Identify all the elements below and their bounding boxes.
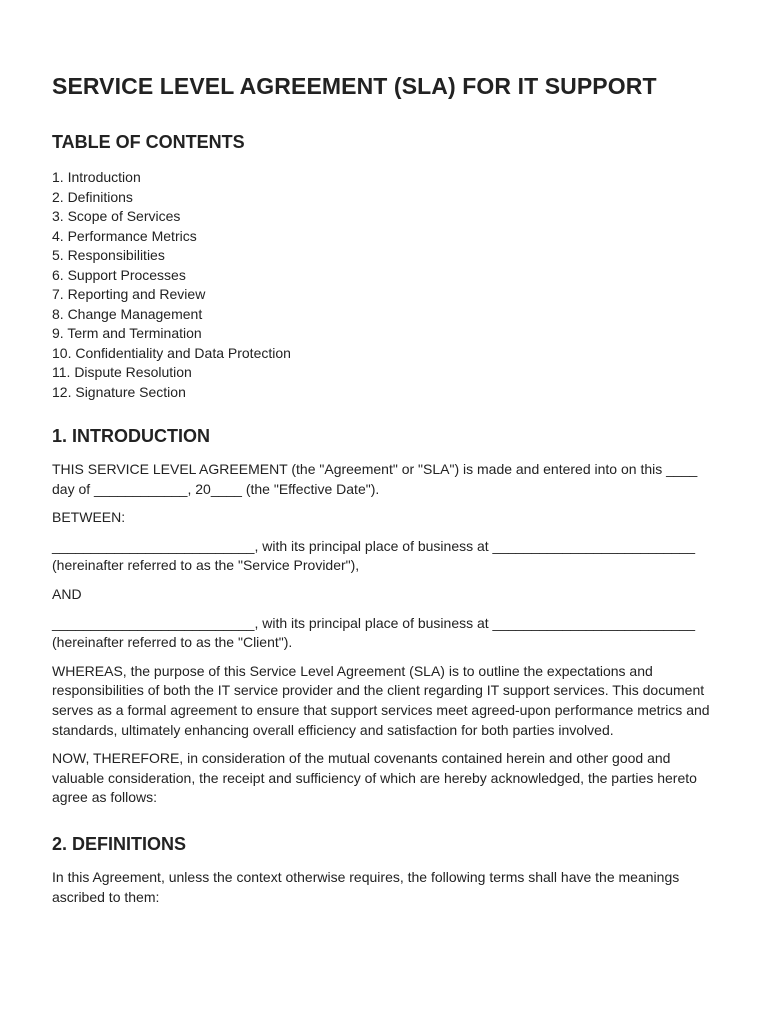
- document-title: SERVICE LEVEL AGREEMENT (SLA) FOR IT SUPPORT: [52, 73, 657, 99]
- toc-item-responsibilities: 5. Responsibilities: [52, 247, 165, 263]
- whereas-paragraph: WHEREAS, the purpose of this Service Level Agreement (SLA) is to outline the expectations and responsibilities of both the IT service provider and the client regarding IT support services. This document serves as a formal agreement to ensure that support services meet agreed-upon performance metrics and standards, ultimately enhancing overall efficiency and satisfaction for both parties involved.: [52, 662, 710, 738]
- toc-item-definitions: 2. Definitions: [52, 188, 133, 205]
- toc-item-confidentiality: 10. Confidentiality and Data Protection: [52, 344, 291, 361]
- toc-item-reporting-and-review: 7. Reporting and Review: [52, 286, 206, 302]
- client-party: __________________________, with its principal place of business at __________________________ (hereinafter referred to as the "Client").: [52, 614, 695, 651]
- intro-and-label: AND: [52, 585, 82, 602]
- toc-item-introduction: 1. Introduction: [52, 169, 141, 185]
- toc-item-change-management: 8. Change Management: [52, 305, 203, 322]
- toc-heading: TABLE OF CONTENTS: [52, 132, 245, 152]
- intro-between-label: BETWEEN:: [52, 509, 126, 526]
- service-provider-party: __________________________, with its principal place of business at __________________________ (hereinafter referred to as the "Service Provider"),: [52, 537, 695, 574]
- introduction-heading: 1. INTRODUCTION: [52, 426, 211, 446]
- intro-opening-paragraph: THIS SERVICE LEVEL AGREEMENT (the "Agreement" or "SLA") is made and entered into on this ____ day of ____________, 20____ (the "Effective Date").: [52, 461, 698, 497]
- definitions-heading: 2. DEFINITIONS: [52, 833, 187, 854]
- now-therefore-paragraph: NOW, THEREFORE, in consideration of the mutual covenants contained herein and other good and valuable consideration, the receipt and sufficiency of which are hereby acknowledged, the parties hereto agree as follows:: [52, 750, 697, 806]
- toc-item-support-processes: 6. Support Processes: [52, 266, 186, 283]
- definitions-intro-paragraph: In this Agreement, unless the context otherwise requires, the following terms shall have the meanings ascribed to them:: [52, 868, 680, 905]
- toc-item-performance-metrics: 4. Performance Metrics: [52, 227, 197, 244]
- toc-item-signature-section: 12. Signature Section: [52, 383, 186, 400]
- toc-item-dispute-resolution: 11. Dispute Resolution: [52, 364, 192, 380]
- table-of-contents: [52, 168, 710, 402]
- toc-item-term-and-termination: 9. Term and Termination: [52, 325, 202, 341]
- toc-item-scope-of-services: 3. Scope of Services: [52, 208, 181, 224]
